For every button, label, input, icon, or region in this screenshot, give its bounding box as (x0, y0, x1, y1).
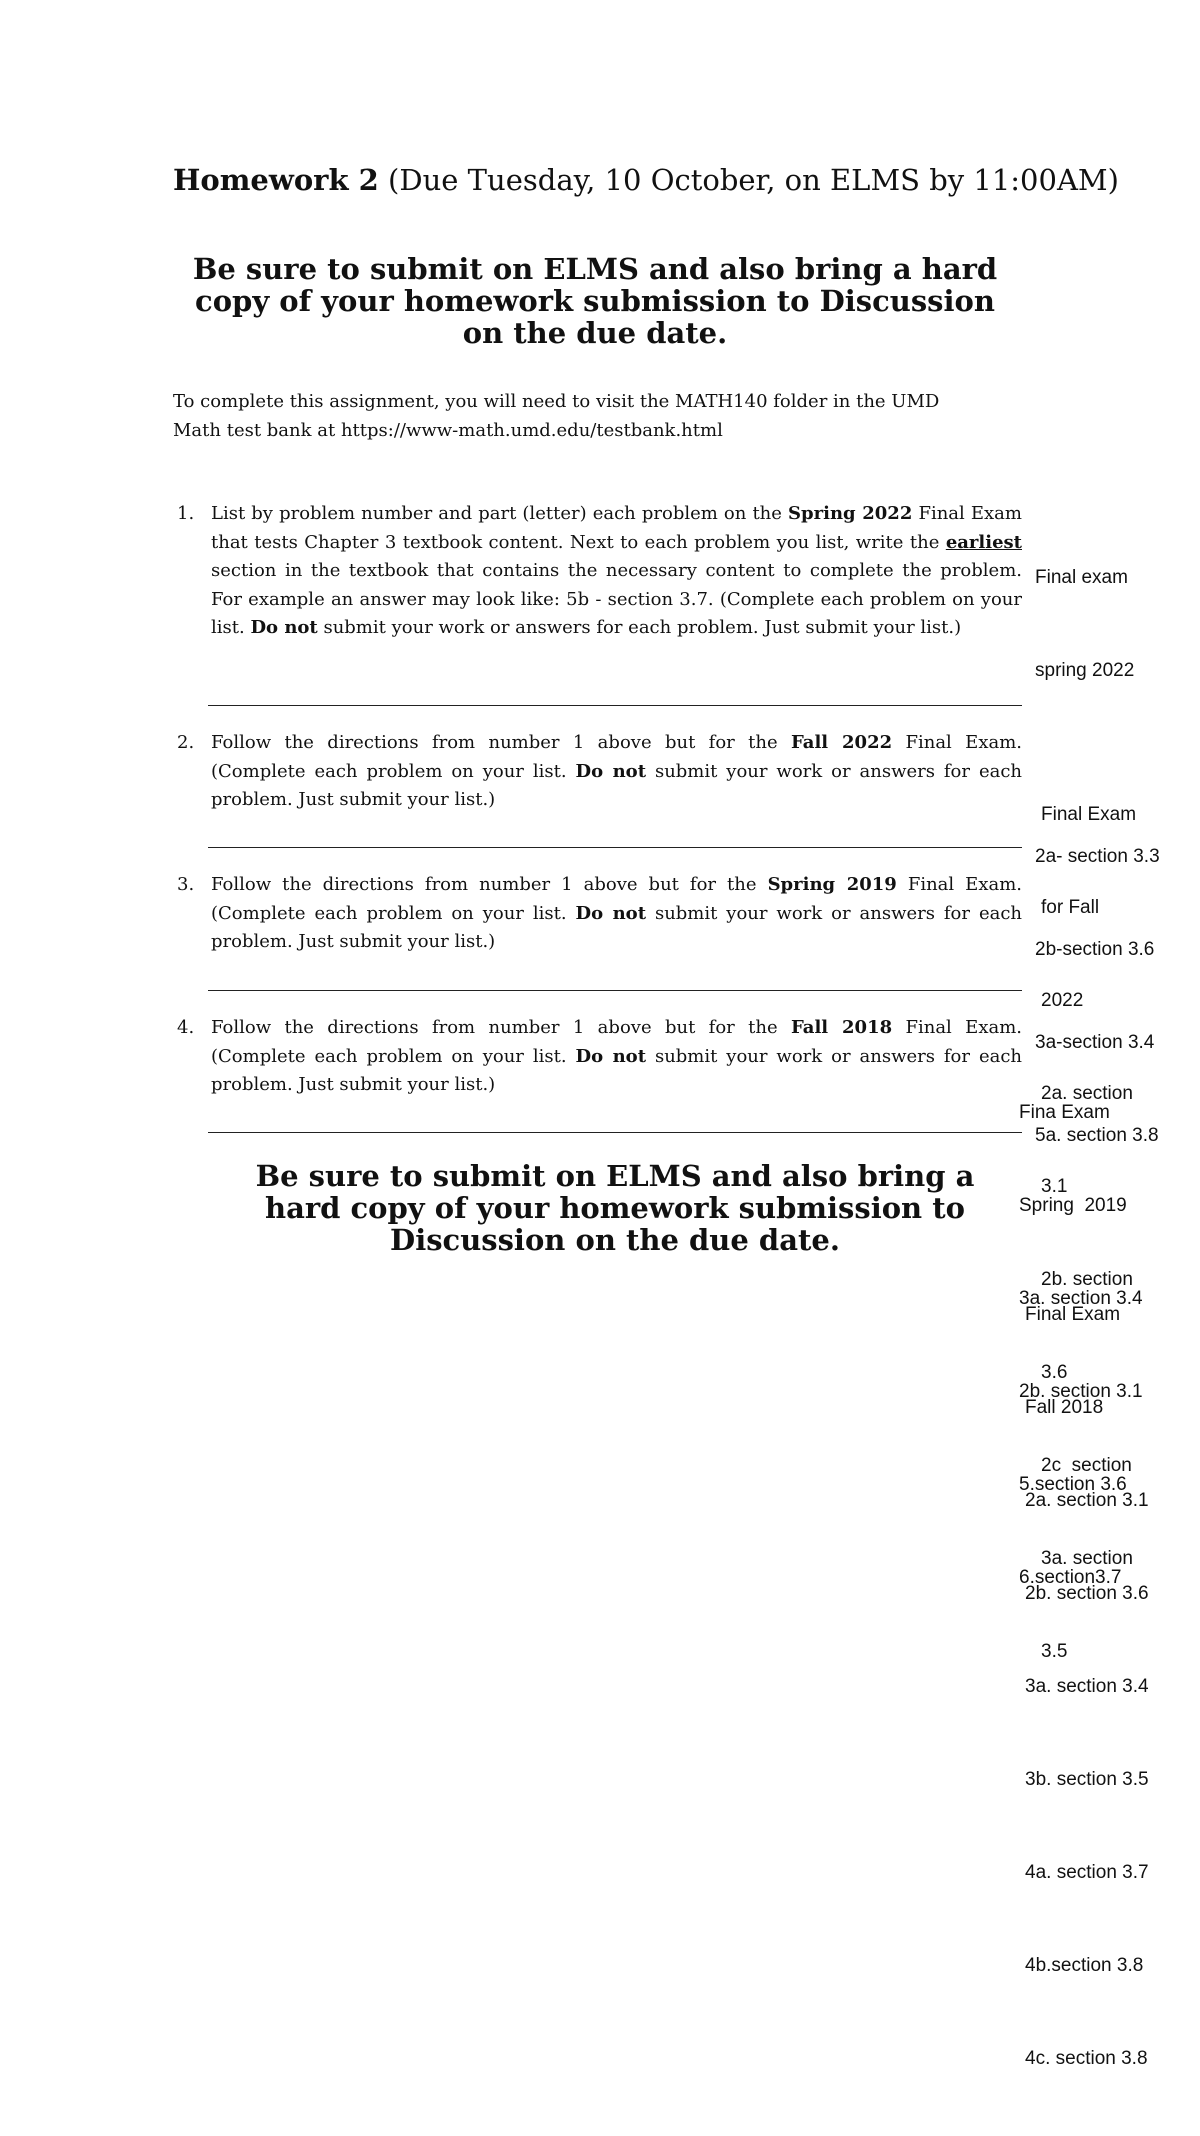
intro-paragraph (173, 387, 1033, 445)
exam-name: Fall 2018 (790, 1017, 893, 1038)
note-line: 2c section (1041, 1455, 1132, 1476)
note-line: 3a-section 3.4 (1035, 1032, 1155, 1053)
intro-line: Math test bank at https://www-math.umd.edu/testbank.html (173, 420, 723, 441)
emphasis-word: Do not (575, 760, 647, 782)
problem-4 (177, 1014, 1022, 1100)
answer-line-4 (208, 1132, 1022, 1133)
problem-text (211, 729, 1022, 815)
banner-line: Be sure to submit on ELMS and also bring a (255, 1159, 975, 1193)
problem-number: 4. (177, 1017, 195, 1038)
text-run: submit your work or answers for each problem. Just submit your list.) (211, 1045, 1022, 1095)
answer-line-3 (208, 990, 1022, 991)
note-line: spring 2022 (1035, 660, 1135, 681)
note-line: 2a- section 3.3 (1035, 846, 1160, 867)
exam-name: Spring 2022 (788, 503, 913, 524)
note-line: 5a. section 3.8 (1035, 1125, 1159, 1146)
text-run: Final Exam. (Complete each problem on your list. (211, 1017, 1022, 1067)
problem-number: 2. (177, 732, 195, 753)
banner-line: Discussion on the due date. (390, 1223, 840, 1257)
note-line: 3a. section 3.4 (1025, 1676, 1149, 1697)
emphasis-word: Do not (250, 617, 318, 638)
note-line: 2b. section (1041, 1269, 1133, 1290)
note-line: 2a. section (1041, 1083, 1133, 1104)
text-run: submit your work or answers for each problem. Just submit your list.) (211, 760, 1022, 810)
text-run: section in the textbook that contains the necessary content to complete the problem. For example an answer may look like: 5b - section 3.7. (Complete each problem on your list. (211, 560, 1022, 638)
note-line: 3a. section (1041, 1548, 1133, 1569)
note-line: 2022 (1041, 990, 1084, 1011)
bottom-reminder-banner (205, 1160, 1025, 1256)
text-run: Final Exam that tests Chapter 3 textbook content. Next to each problem you list, write the (211, 503, 1022, 553)
note-line: 3.6 (1041, 1362, 1068, 1383)
note-line: Spring 2019 (1019, 1195, 1127, 1216)
problem-text (211, 1014, 1022, 1100)
text-run: List by problem number and part (letter) each problem on the (211, 503, 789, 524)
note-line: 4a. section 3.7 (1025, 1862, 1149, 1883)
banner-line: Be sure to submit on ELMS and also bring a hard (192, 252, 998, 286)
banner-line: on the due date. (462, 316, 728, 350)
text-run: submit your work or answers for each problem. Just submit your list.) (317, 617, 962, 638)
note-line: 3.5 (1041, 1641, 1068, 1662)
exam-name: Spring 2019 (767, 874, 897, 895)
note-line: 3a. section 3.4 (1019, 1288, 1143, 1309)
title-due-date: (Due Tuesday, 10 October, on ELMS by 11:00AM) (378, 163, 1119, 197)
note-line: 6.section3.7 (1019, 1567, 1122, 1588)
problem-number: 1. (177, 503, 195, 524)
text-run: Final Exam. (Complete each problem on your list. (211, 732, 1022, 782)
text-run: Final Exam. (Complete each problem on your list. (211, 874, 1022, 924)
note-line: 3.1 (1041, 1176, 1068, 1197)
note-fall-2018 (1025, 1237, 1149, 2136)
text-run: Follow the directions from number 1 above but for the (211, 874, 768, 895)
problem-1 (177, 500, 1022, 643)
text-run: submit your work or answers for each problem. Just submit your list.) (211, 902, 1022, 952)
problem-2 (177, 729, 1022, 815)
intro-line: To complete this assignment, you will need to visit the MATH140 folder in the UMD (173, 391, 940, 412)
note-line: Final Exam (1041, 804, 1137, 825)
exam-name: Fall 2022 (790, 732, 893, 753)
answer-line-2 (208, 847, 1022, 848)
note-line: Final exam (1035, 567, 1128, 588)
note-line: 2b-section 3.6 (1035, 939, 1155, 960)
note-line: Fall 2018 (1025, 1397, 1104, 1418)
page-title (173, 162, 1119, 198)
banner-line: hard copy of your homework submission to (265, 1191, 965, 1225)
note-line: for Fall (1041, 897, 1100, 918)
problem-text (211, 500, 1022, 643)
note-line: 2b. section 3.1 (1019, 1381, 1143, 1402)
answer-line-1 (208, 705, 1022, 706)
emphasis-word: Do not (575, 1045, 647, 1067)
note-line: 2a. section 3.1 (1025, 1490, 1149, 1511)
note-line: Fina Exam (1019, 1102, 1110, 1123)
text-run: Follow the directions from number 1 above but for the (211, 732, 791, 753)
text-run: Follow the directions from number 1 above but for the (211, 1017, 791, 1038)
note-line: Final Exam (1025, 1304, 1121, 1325)
note-line: 3b. section 3.5 (1025, 1769, 1149, 1790)
note-line: 4b.section 3.8 (1025, 1955, 1144, 1976)
problem-3 (177, 871, 1022, 957)
problem-text (211, 871, 1022, 957)
problem-number: 3. (177, 874, 195, 895)
emphasis-word: Do not (575, 902, 647, 924)
note-line: 5.section 3.6 (1019, 1474, 1127, 1495)
note-line: 4c. section 3.8 (1025, 2048, 1148, 2069)
emphasis-word: earliest (945, 531, 1022, 553)
banner-line: copy of your homework submission to Discussion (195, 284, 995, 318)
note-line: 2b. section 3.6 (1025, 1583, 1149, 1604)
title-bold: Homework 2 (173, 163, 379, 197)
top-reminder-banner (160, 253, 1030, 349)
